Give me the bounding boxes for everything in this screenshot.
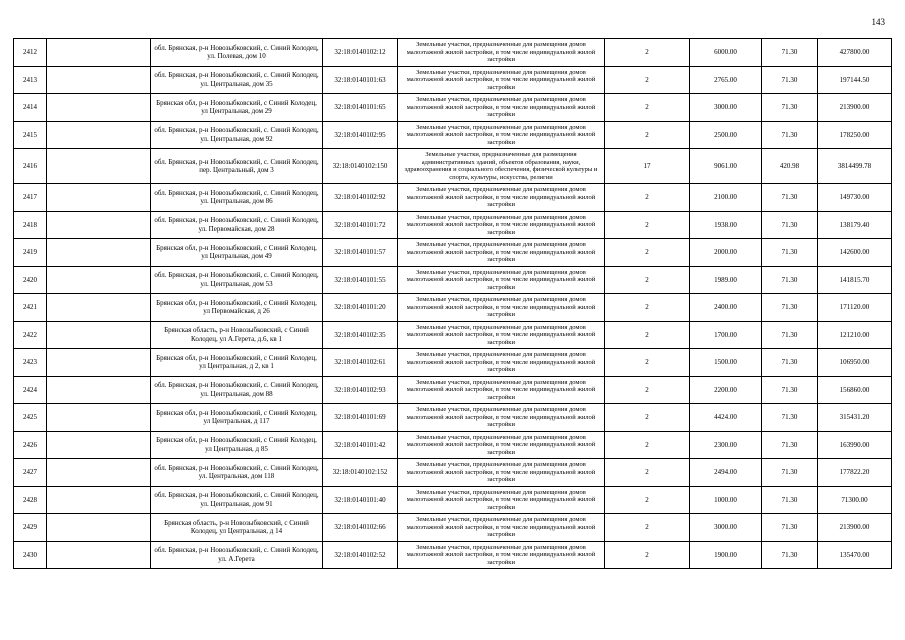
rate-cell: 71.30: [762, 294, 818, 322]
group-cell: 17: [605, 149, 690, 184]
address-cell: Брянская обл, р-н Новозыбковский, с Синий Колодец, ул Центральная, д 117: [151, 404, 323, 432]
area-cell: 3000.00: [690, 514, 762, 542]
cadastral-number-cell: 32:18:0140102:66: [323, 514, 398, 542]
blank-cell: [47, 459, 151, 487]
cadastral-number-cell: 32:18:0140102:150: [323, 149, 398, 184]
address-cell: обл. Брянская, р-н Новозыбковский, с. Синий Колодец, ул. Центральная, дом 53: [151, 266, 323, 294]
land-purpose-cell: Земельные участки, предназначенные для размещения домов малоэтажной жилой застройки, в том числе индивидуальной жилой застройки: [398, 39, 605, 67]
row-number: 2428: [14, 486, 47, 514]
cadastral-number-cell: 32:18:0140101:69: [323, 404, 398, 432]
row-number: 2418: [14, 211, 47, 239]
rate-cell: 71.30: [762, 321, 818, 349]
table-row: [14, 266, 892, 294]
cadastral-value-cell: 315431.20: [818, 404, 892, 432]
table-row: [14, 541, 892, 569]
area-cell: 6000.00: [690, 39, 762, 67]
group-cell: 2: [605, 486, 690, 514]
cadastral-value-cell: 163990.00: [818, 431, 892, 459]
table-row: [14, 121, 892, 149]
rate-cell: 71.30: [762, 121, 818, 149]
blank-cell: [47, 211, 151, 239]
area-cell: 2765.00: [690, 66, 762, 94]
address-cell: Брянская область, р-н Новозыбковский, с Синий Колодец, ул А.Герета, д.6, кв 1: [151, 321, 323, 349]
address-cell: обл. Брянская, р-н Новозыбковский, с. Синий Колодец, ул. Центральная, дом 35: [151, 66, 323, 94]
address-cell: обл. Брянская, р-н Новозыбковский, с. Синий Колодец, ул. Центральная, дом 118: [151, 459, 323, 487]
cadastral-number-cell: 32:18:0140101:20: [323, 294, 398, 322]
table-row: [14, 94, 892, 122]
group-cell: 2: [605, 294, 690, 322]
blank-cell: [47, 541, 151, 569]
cadastral-value-cell: 197144.50: [818, 66, 892, 94]
table-row: [14, 404, 892, 432]
cadastral-number-cell: 32:18:0140102:152: [323, 459, 398, 487]
table-row: [14, 149, 892, 184]
row-number: 2427: [14, 459, 47, 487]
table-row: [14, 184, 892, 212]
row-number: 2425: [14, 404, 47, 432]
address-cell: Брянская обл, р-н Новозыбковский, с Синий Колодец, ул Центральная, дом 29: [151, 94, 323, 122]
row-number: 2414: [14, 94, 47, 122]
row-number: 2421: [14, 294, 47, 322]
land-purpose-cell: Земельные участки, предназначенные для размещения домов малоэтажной жилой застройки, в том числе индивидуальной жилой застройки: [398, 94, 605, 122]
area-cell: 9061.00: [690, 149, 762, 184]
row-number: 2412: [14, 39, 47, 67]
group-cell: 2: [605, 211, 690, 239]
land-purpose-cell: Земельные участки, предназначенные для размещения домов малоэтажной жилой застройки, в том числе индивидуальной жилой застройки: [398, 239, 605, 267]
address-cell: Брянская обл, р-н Новозыбковский, с Синий Колодец, ул Центральная, д 85: [151, 431, 323, 459]
rate-cell: 71.30: [762, 94, 818, 122]
rate-cell: 71.30: [762, 211, 818, 239]
table-row: [14, 211, 892, 239]
address-cell: обл. Брянская, р-н Новозыбковский, с. Синий Колодец, ул. Центральная, дом 88: [151, 376, 323, 404]
blank-cell: [47, 184, 151, 212]
rate-cell: 71.30: [762, 66, 818, 94]
group-cell: 2: [605, 431, 690, 459]
cadastral-number-cell: 32:18:0140101:57: [323, 239, 398, 267]
blank-cell: [47, 66, 151, 94]
rate-cell: 71.30: [762, 376, 818, 404]
group-cell: 2: [605, 121, 690, 149]
cadastral-value-cell: 121210.00: [818, 321, 892, 349]
blank-cell: [47, 486, 151, 514]
table-row: [14, 514, 892, 542]
cadastral-value-cell: 178250.00: [818, 121, 892, 149]
table-row: [14, 321, 892, 349]
cadastral-number-cell: 32:18:0140101:40: [323, 486, 398, 514]
group-cell: 2: [605, 321, 690, 349]
blank-cell: [47, 514, 151, 542]
address-cell: обл. Брянская, р-н Новозыбковский, с. Синий Колодец, пер. Центральный, дом 3: [151, 149, 323, 184]
land-purpose-cell: Земельные участки, предназначенные для размещения домов малоэтажной жилой застройки, в том числе индивидуальной жилой застройки: [398, 431, 605, 459]
cadastral-value-cell: 171120.00: [818, 294, 892, 322]
cadastral-number-cell: 32:18:0140101:63: [323, 66, 398, 94]
area-cell: 1900.00: [690, 541, 762, 569]
group-cell: 2: [605, 94, 690, 122]
blank-cell: [47, 404, 151, 432]
blank-cell: [47, 431, 151, 459]
address-cell: обл. Брянская, р-н Новозыбковский, с. Синий Колодец, ул. Центральная, дом 92: [151, 121, 323, 149]
rate-cell: 71.30: [762, 39, 818, 67]
rate-cell: 71.30: [762, 266, 818, 294]
rate-cell: 71.30: [762, 514, 818, 542]
land-purpose-cell: Земельные участки, предназначенные для размещения домов малоэтажной жилой застройки, в том числе индивидуальной жилой застройки: [398, 211, 605, 239]
group-cell: 2: [605, 266, 690, 294]
area-cell: 2200.00: [690, 376, 762, 404]
address-cell: Брянская обл, р-н Новозыбковский, с Синий Колодец, ул Центральная, д 2, кв 1: [151, 349, 323, 377]
cadastral-number-cell: 32:18:0140102:52: [323, 541, 398, 569]
row-number: 2417: [14, 184, 47, 212]
group-cell: 2: [605, 541, 690, 569]
cadastral-value-cell: 213900.00: [818, 514, 892, 542]
land-purpose-cell: Земельные участки, предназначенные для размещения административных зданий, объектов образования, науки, здравоохранения и социального обеспечения, физической культуры и спорта, культуры, искусства, религии: [398, 149, 605, 184]
blank-cell: [47, 349, 151, 377]
table-row: [14, 294, 892, 322]
address-cell: обл. Брянская, р-н Новозыбковский, с. Синий Колодец, ул. Центральная, дом 86: [151, 184, 323, 212]
cadastral-number-cell: 32:18:0140102:12: [323, 39, 398, 67]
rate-cell: 420.98: [762, 149, 818, 184]
area-cell: 2500.00: [690, 121, 762, 149]
cadastral-value-cell: 427800.00: [818, 39, 892, 67]
cadastral-value-cell: 213900.00: [818, 94, 892, 122]
land-purpose-cell: Земельные участки, предназначенные для размещения домов малоэтажной жилой застройки, в том числе индивидуальной жилой застройки: [398, 376, 605, 404]
rate-cell: 71.30: [762, 486, 818, 514]
row-number: 2413: [14, 66, 47, 94]
area-cell: 1500.00: [690, 349, 762, 377]
registry-table: [13, 38, 892, 569]
land-purpose-cell: Земельные участки, предназначенные для размещения домов малоэтажной жилой застройки, в том числе индивидуальной жилой застройки: [398, 321, 605, 349]
row-number: 2426: [14, 431, 47, 459]
blank-cell: [47, 294, 151, 322]
land-purpose-cell: Земельные участки, предназначенные для размещения домов малоэтажной жилой застройки, в том числе индивидуальной жилой застройки: [398, 404, 605, 432]
row-number: 2424: [14, 376, 47, 404]
area-cell: 1989.00: [690, 266, 762, 294]
group-cell: 2: [605, 184, 690, 212]
land-purpose-cell: Земельные участки, предназначенные для размещения домов малоэтажной жилой застройки, в том числе индивидуальной жилой застройки: [398, 349, 605, 377]
rate-cell: 71.30: [762, 239, 818, 267]
row-number: 2423: [14, 349, 47, 377]
address-cell: Брянская обл, р-н Новозыбковский, с Синий Колодец, ул Первомайская, д 26: [151, 294, 323, 322]
cadastral-value-cell: 138179.40: [818, 211, 892, 239]
table-row: [14, 486, 892, 514]
cadastral-value-cell: 106950.00: [818, 349, 892, 377]
area-cell: 2300.00: [690, 431, 762, 459]
table-row: [14, 66, 892, 94]
row-number: 2419: [14, 239, 47, 267]
blank-cell: [47, 149, 151, 184]
blank-cell: [47, 121, 151, 149]
rate-cell: 71.30: [762, 404, 818, 432]
land-purpose-cell: Земельные участки, предназначенные для размещения домов малоэтажной жилой застройки, в том числе индивидуальной жилой застройки: [398, 541, 605, 569]
group-cell: 2: [605, 349, 690, 377]
table-row: [14, 39, 892, 67]
land-purpose-cell: Земельные участки, предназначенные для размещения домов малоэтажной жилой застройки, в том числе индивидуальной жилой застройки: [398, 266, 605, 294]
cadastral-number-cell: 32:18:0140101:72: [323, 211, 398, 239]
cadastral-value-cell: 71300.00: [818, 486, 892, 514]
address-cell: обл. Брянская, р-н Новозыбковский, с. Синий Колодец, ул. Первомайская, дом 28: [151, 211, 323, 239]
cadastral-number-cell: 32:18:0140102:93: [323, 376, 398, 404]
land-purpose-cell: Земельные участки, предназначенные для размещения домов малоэтажной жилой застройки, в том числе индивидуальной жилой застройки: [398, 486, 605, 514]
cadastral-number-cell: 32:18:0140102:61: [323, 349, 398, 377]
blank-cell: [47, 94, 151, 122]
group-cell: 2: [605, 39, 690, 67]
area-cell: 3000.00: [690, 94, 762, 122]
address-cell: обл. Брянская, р-н Новозыбковский, с. Синий Колодец, ул. Полевая, дом 10: [151, 39, 323, 67]
land-purpose-cell: Земельные участки, предназначенные для размещения домов малоэтажной жилой застройки, в том числе индивидуальной жилой застройки: [398, 459, 605, 487]
cadastral-number-cell: 32:18:0140101:42: [323, 431, 398, 459]
rate-cell: 71.30: [762, 184, 818, 212]
rate-cell: 71.30: [762, 541, 818, 569]
cadastral-value-cell: 177822.20: [818, 459, 892, 487]
cadastral-number-cell: 32:18:0140101:65: [323, 94, 398, 122]
table-row: [14, 459, 892, 487]
row-number: 2415: [14, 121, 47, 149]
area-cell: 1700.00: [690, 321, 762, 349]
group-cell: 2: [605, 239, 690, 267]
land-purpose-cell: Земельные участки, предназначенные для размещения домов малоэтажной жилой застройки, в том числе индивидуальной жилой застройки: [398, 294, 605, 322]
table-row: [14, 349, 892, 377]
cadastral-number-cell: 32:18:0140102:35: [323, 321, 398, 349]
address-cell: Брянская область, р-н Новозыбковский, с Синий Колодец, ул Центральная, д 14: [151, 514, 323, 542]
land-purpose-cell: Земельные участки, предназначенные для размещения домов малоэтажной жилой застройки, в том числе индивидуальной жилой застройки: [398, 66, 605, 94]
cadastral-value-cell: 142600.00: [818, 239, 892, 267]
registry-rows: [14, 39, 892, 569]
cadastral-number-cell: 32:18:0140102:92: [323, 184, 398, 212]
address-cell: Брянская обл, р-н Новозыбковский, с Синий Колодец, ул Центральная, дом 49: [151, 239, 323, 267]
cadastral-number-cell: 32:18:0140102:95: [323, 121, 398, 149]
cadastral-value-cell: 149730.00: [818, 184, 892, 212]
cadastral-value-cell: 156860.00: [818, 376, 892, 404]
row-number: 2420: [14, 266, 47, 294]
group-cell: 2: [605, 66, 690, 94]
area-cell: 1938.00: [690, 211, 762, 239]
area-cell: 1000.00: [690, 486, 762, 514]
table-row: [14, 376, 892, 404]
row-number: 2429: [14, 514, 47, 542]
rate-cell: 71.30: [762, 459, 818, 487]
group-cell: 2: [605, 459, 690, 487]
table-row: [14, 239, 892, 267]
blank-cell: [47, 39, 151, 67]
area-cell: 2400.00: [690, 294, 762, 322]
land-purpose-cell: Земельные участки, предназначенные для размещения домов малоэтажной жилой застройки, в том числе индивидуальной жилой застройки: [398, 514, 605, 542]
row-number: 2416: [14, 149, 47, 184]
address-cell: обл. Брянская, р-н Новозыбковский, с. Синий Колодец, ул. Центральная, дом 91: [151, 486, 323, 514]
blank-cell: [47, 321, 151, 349]
table-row: [14, 431, 892, 459]
area-cell: 2000.00: [690, 239, 762, 267]
group-cell: 2: [605, 376, 690, 404]
blank-cell: [47, 266, 151, 294]
area-cell: 4424.00: [690, 404, 762, 432]
cadastral-value-cell: 3814499.78: [818, 149, 892, 184]
rate-cell: 71.30: [762, 349, 818, 377]
cadastral-value-cell: 141815.70: [818, 266, 892, 294]
rate-cell: 71.30: [762, 431, 818, 459]
row-number: 2430: [14, 541, 47, 569]
row-number: 2422: [14, 321, 47, 349]
blank-cell: [47, 239, 151, 267]
area-cell: 2100.00: [690, 184, 762, 212]
cadastral-value-cell: 135470.00: [818, 541, 892, 569]
blank-cell: [47, 376, 151, 404]
land-purpose-cell: Земельные участки, предназначенные для размещения домов малоэтажной жилой застройки, в том числе индивидуальной жилой застройки: [398, 184, 605, 212]
area-cell: 2494.00: [690, 459, 762, 487]
cadastral-number-cell: 32:18:0140101:55: [323, 266, 398, 294]
land-purpose-cell: Земельные участки, предназначенные для размещения домов малоэтажной жилой застройки, в том числе индивидуальной жилой застройки: [398, 121, 605, 149]
page-number: 143: [871, 17, 885, 27]
group-cell: 2: [605, 404, 690, 432]
group-cell: 2: [605, 514, 690, 542]
address-cell: обл. Брянская, р-н Новозыбковский, с. Синий Колодец, ул. А.Герета: [151, 541, 323, 569]
